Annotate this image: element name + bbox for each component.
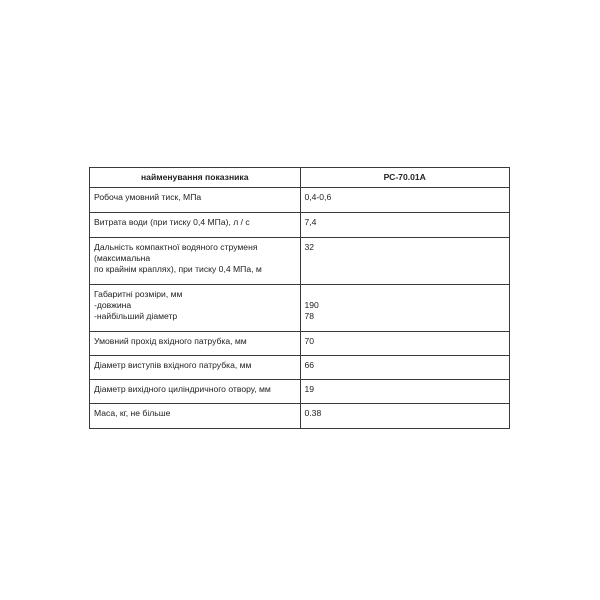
parameter-value-cell	[300, 332, 510, 356]
parameter-name-cell	[90, 238, 301, 285]
table-row	[90, 238, 510, 285]
parameter-name-line: Робоча умовний тиск, МПа	[94, 192, 202, 202]
parameter-value-line: 32	[304, 242, 315, 252]
table-row	[90, 404, 510, 429]
table-row	[90, 332, 510, 356]
parameter-value-cell	[300, 238, 510, 285]
header-model: РС-70.01А	[300, 168, 510, 188]
header-parameter-name: найменування показника	[90, 168, 301, 188]
parameter-name-line: Умовний прохід вхідного патрубка, мм	[94, 336, 247, 346]
parameter-value-line: 19	[304, 384, 315, 394]
table-row	[90, 356, 510, 380]
table-row	[90, 188, 510, 213]
parameter-name-line: Діаметр вихідного циліндричного отвору, мм	[94, 384, 271, 394]
parameter-value-cell	[300, 213, 510, 238]
parameter-name-line: Діаметр виступів вхідного патрубка, мм	[94, 360, 252, 370]
parameter-name-line: Витрата води (при тиску 0,4 МПа), л / с	[94, 217, 250, 227]
parameter-name-line: -довжина	[94, 300, 132, 310]
parameter-name-cell	[90, 332, 301, 356]
parameter-value-line: 7,4	[304, 217, 317, 227]
parameter-name-line: Маса, кг, не більше	[94, 408, 171, 418]
parameter-value-cell	[300, 380, 510, 404]
table-row	[90, 285, 510, 332]
cell-spacer	[305, 289, 506, 300]
parameter-name-line: -найбільший діаметр	[94, 311, 178, 321]
specification-table	[89, 167, 510, 429]
parameter-value-cell	[300, 285, 510, 332]
parameter-value-line: 190	[304, 300, 319, 310]
table-row	[90, 380, 510, 404]
parameter-value-cell	[300, 356, 510, 380]
parameter-value-line: 66	[304, 360, 315, 370]
parameter-name-cell	[90, 285, 301, 332]
parameter-name-cell	[90, 380, 301, 404]
parameter-name-cell	[90, 213, 301, 238]
parameter-value-cell	[300, 404, 510, 429]
parameter-value-line: 0,4-0,6	[304, 192, 332, 202]
parameter-value-line: 70	[304, 336, 315, 346]
parameter-value-cell	[300, 188, 510, 213]
parameter-name-line: (максимальна	[94, 253, 151, 263]
parameter-name-line: по крайнім краплях), при тиску 0,4 МПа, м	[94, 264, 262, 274]
parameter-value-line: 78	[304, 311, 315, 321]
parameter-name-cell	[90, 356, 301, 380]
table-row	[90, 213, 510, 238]
parameter-name-cell	[90, 188, 301, 213]
parameter-value-line: 0.38	[304, 408, 322, 418]
parameter-name-cell	[90, 404, 301, 429]
parameter-name-line: Дальність компактної водяного струменя	[94, 242, 258, 252]
parameter-name-line: Габаритні розміри, мм	[94, 289, 183, 299]
table-header-row	[90, 168, 510, 188]
